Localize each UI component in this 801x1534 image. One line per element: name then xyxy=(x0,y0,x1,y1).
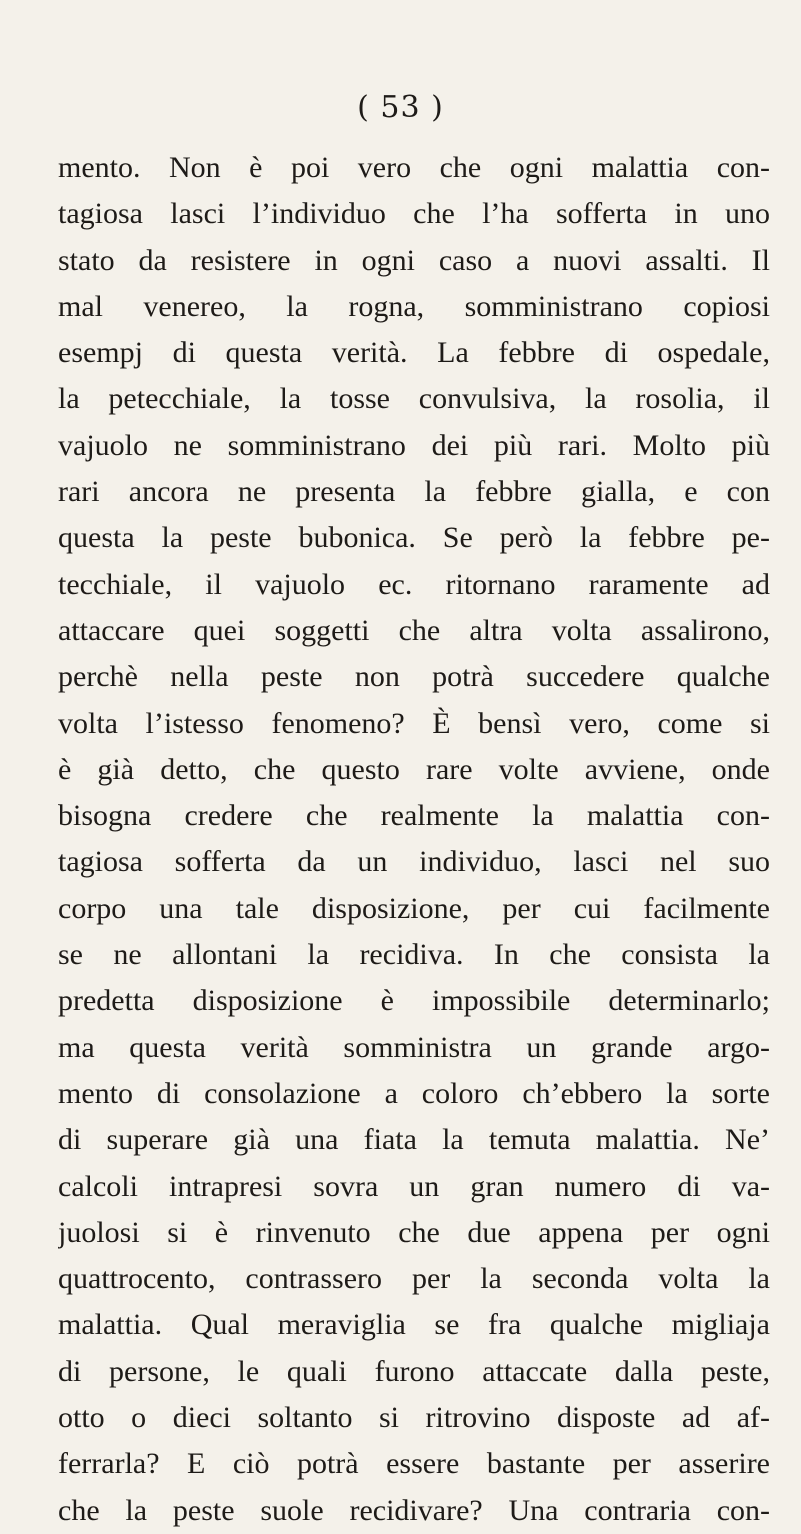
text-line: otto o dieci soltanto si ritrovino disposte ad af- xyxy=(58,1401,770,1435)
text-line: volta l’istesso fenomeno? È bensì vero, come si xyxy=(58,706,770,740)
text-line: corpo una tale disposizione, per cui facilmente xyxy=(58,891,770,925)
text-line: mento di consolazione a coloro ch’ebbero la sorte xyxy=(58,1076,770,1110)
text-line: malattia. Qual meraviglia se fra qualche migliaja xyxy=(58,1308,770,1342)
text-line: tagiosa sofferta da un individuo, lasci nel suo xyxy=(58,845,770,879)
text-line: attaccare quei soggetti che altra volta assalirono, xyxy=(58,613,770,647)
text-line: rari ancora ne presenta la febbre gialla, e con xyxy=(58,475,770,509)
text-line: di superare già una fiata la temuta malattia. Ne’ xyxy=(58,1123,770,1157)
text-line: ma questa verità somministra un grande argo- xyxy=(58,1030,770,1064)
text-line: calcoli intrapresi sovra un gran numero di va- xyxy=(58,1169,770,1203)
text-line: tagiosa lasci l’individuo che l’ha sofferta in uno xyxy=(58,197,770,231)
text-line: ferrarla? E ciò potrà essere bastante per asserire xyxy=(58,1447,770,1481)
text-line: tecchiale, il vajuolo ec. ritornano raramente ad xyxy=(58,567,770,601)
text-line: stato da resistere in ogni caso a nuovi assalti. Il xyxy=(58,243,770,277)
text-line: perchè nella peste non potrà succedere qualche xyxy=(58,660,770,694)
text-line: se ne allontani la recidiva. In che consista la xyxy=(58,938,770,972)
text-line: è già detto, che questo rare volte avviene, onde xyxy=(58,752,770,786)
text-line: di persone, le quali furono attaccate dalla peste, xyxy=(58,1354,770,1388)
text-line: mal venereo, la rogna, somministrano copiosi xyxy=(58,289,770,323)
text-line: juolosi si è rinvenuto che due appena per ogni xyxy=(58,1215,770,1249)
text-line: mento. Non è poi vero che ogni malattia con‑ xyxy=(58,151,770,184)
text-line: bisogna credere che realmente la malattia con- xyxy=(58,799,770,833)
body-text xyxy=(58,145,770,1534)
text-line: che la peste suole recidivare? Una contraria con- xyxy=(58,1493,770,1527)
text-line: quattrocento, contrassero per la seconda volta la xyxy=(58,1262,770,1296)
text-line: predetta disposizione è impossibile determinarlo; xyxy=(58,984,770,1018)
text-line: questa la peste bubonica. Se però la febbre pe- xyxy=(58,521,770,555)
text-line: vajuolo ne somministrano dei più rari. Molto più xyxy=(58,428,770,462)
page-number: ( 53 ) xyxy=(357,90,444,125)
text-line: esempj di questa verità. La febbre di ospedale, xyxy=(58,336,770,370)
text-line: la petecchiale, la tosse convulsiva, la rosolia, il xyxy=(58,382,770,416)
